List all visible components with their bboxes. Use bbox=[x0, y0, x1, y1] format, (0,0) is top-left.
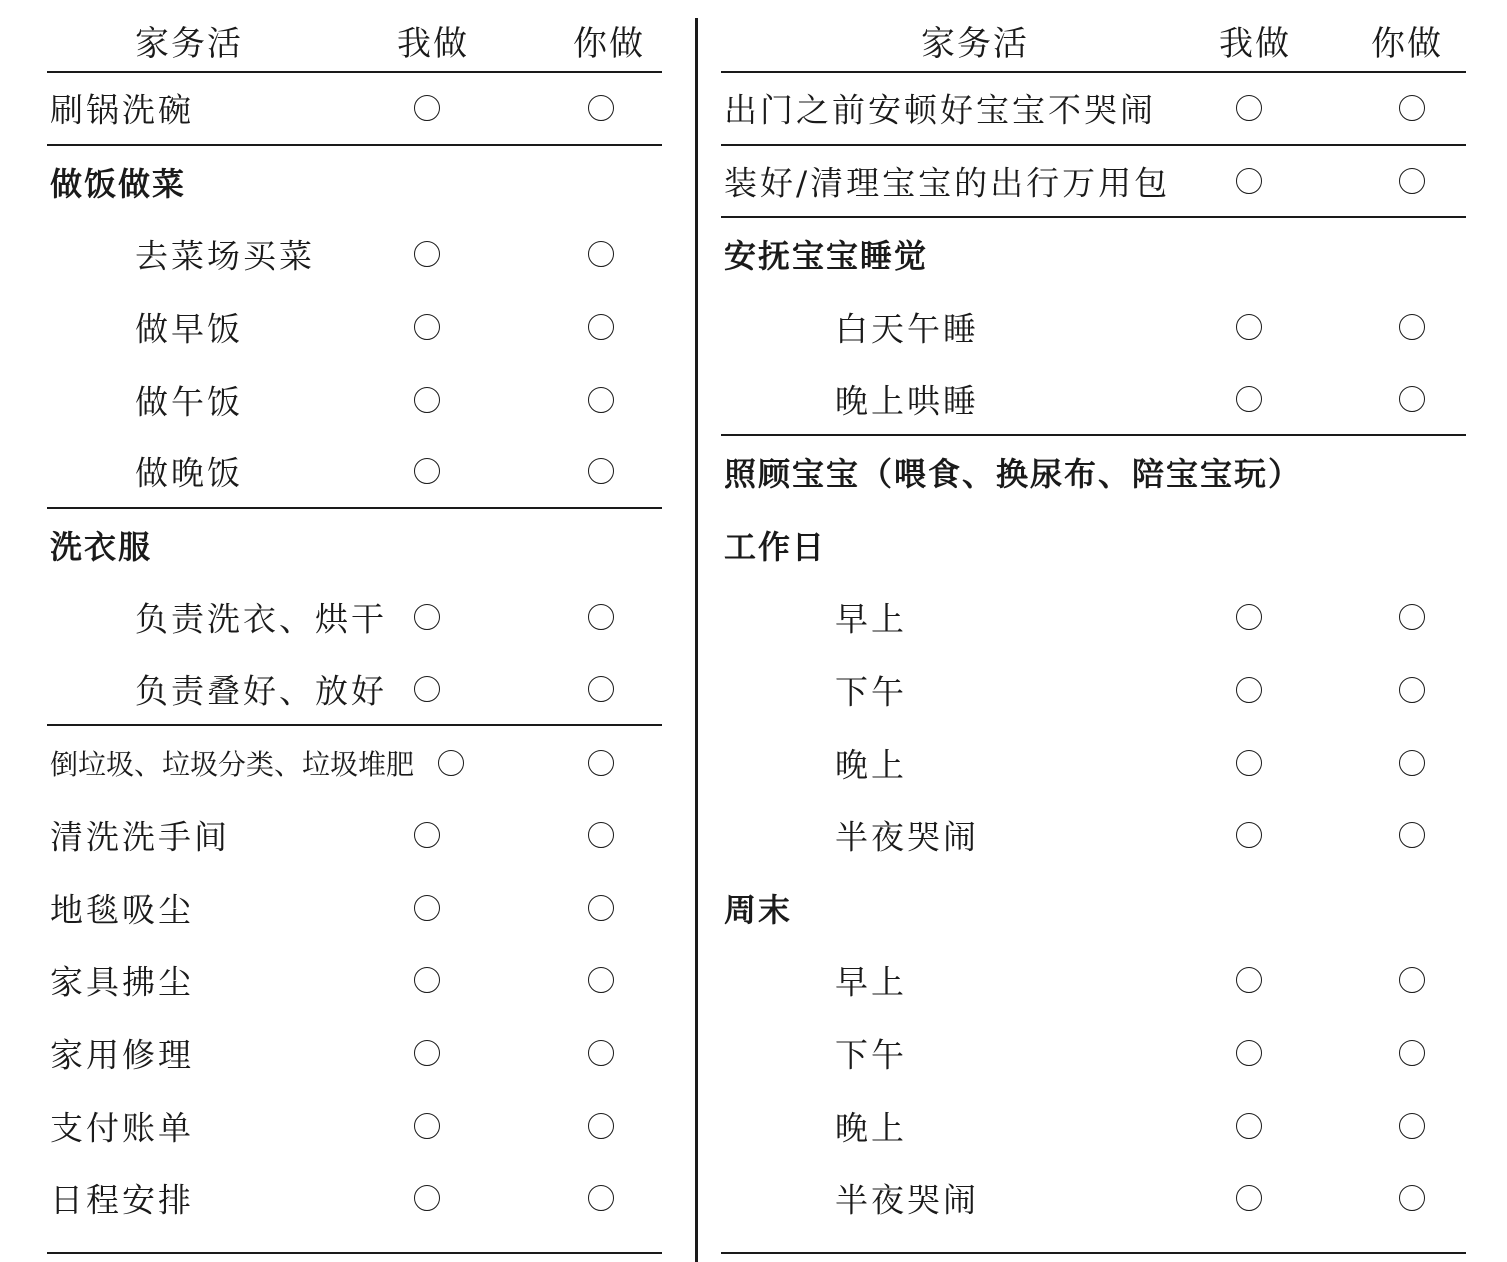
me-radio[interactable] bbox=[414, 314, 440, 340]
chore-row bbox=[47, 436, 662, 509]
chore-row bbox=[721, 73, 1466, 146]
category-row bbox=[47, 146, 662, 219]
chore-row bbox=[47, 726, 662, 799]
left-chore-table bbox=[47, 0, 662, 1254]
chore-row bbox=[47, 1162, 662, 1235]
chore-label: 半夜哭闹 bbox=[835, 1180, 979, 1220]
category-row bbox=[721, 436, 1466, 509]
chore-label: 装好/清理宝宝的出行万用包 bbox=[724, 163, 1171, 203]
you-radio[interactable] bbox=[588, 387, 614, 413]
chore-row bbox=[721, 363, 1466, 436]
chore-label: 倒垃圾、垃圾分类、垃圾堆肥 bbox=[50, 747, 415, 781]
me-radio[interactable] bbox=[1236, 386, 1262, 412]
right-bottom-rule bbox=[721, 1252, 1466, 1254]
right-rows bbox=[721, 73, 1466, 1235]
chore-label: 下午 bbox=[835, 1035, 907, 1075]
chore-label: 早上 bbox=[835, 962, 907, 1002]
chore-label: 白天午睡 bbox=[835, 309, 979, 349]
chore-row bbox=[47, 654, 662, 727]
me-radio[interactable] bbox=[414, 458, 440, 484]
me-radio[interactable] bbox=[1236, 1185, 1262, 1211]
me-radio[interactable] bbox=[1236, 1113, 1262, 1139]
left-bottom-rule bbox=[47, 1252, 662, 1254]
you-radio[interactable] bbox=[1399, 822, 1425, 848]
you-radio[interactable] bbox=[588, 458, 614, 484]
chore-row bbox=[721, 654, 1466, 727]
chore-label: 支付账单 bbox=[50, 1108, 194, 1148]
me-radio[interactable] bbox=[1236, 1040, 1262, 1066]
category-row bbox=[721, 218, 1466, 291]
category-row bbox=[721, 872, 1466, 945]
header-you: 你做 bbox=[573, 24, 645, 64]
you-radio[interactable] bbox=[1399, 1113, 1425, 1139]
chore-label: 晚上哄睡 bbox=[835, 381, 979, 421]
you-radio[interactable] bbox=[588, 967, 614, 993]
chore-label: 晚上 bbox=[835, 745, 907, 785]
you-radio[interactable] bbox=[1399, 95, 1425, 121]
chore-label: 早上 bbox=[835, 599, 907, 639]
you-radio[interactable] bbox=[1399, 967, 1425, 993]
chore-label: 清洗洗手间 bbox=[50, 817, 230, 857]
me-radio[interactable] bbox=[438, 750, 464, 776]
me-radio[interactable] bbox=[1236, 822, 1262, 848]
me-radio[interactable] bbox=[414, 95, 440, 121]
chore-row bbox=[721, 146, 1466, 219]
me-radio[interactable] bbox=[414, 967, 440, 993]
category-heading: 洗衣服 bbox=[50, 527, 153, 566]
you-radio[interactable] bbox=[1399, 314, 1425, 340]
chore-row bbox=[721, 1162, 1466, 1235]
me-radio[interactable] bbox=[1236, 677, 1262, 703]
you-radio[interactable] bbox=[588, 241, 614, 267]
chore-label: 做早饭 bbox=[135, 309, 243, 349]
you-radio[interactable] bbox=[588, 314, 614, 340]
header-me: 我做 bbox=[1219, 24, 1291, 64]
header-chore: 家务活 bbox=[135, 24, 243, 64]
chore-label: 刷锅洗碗 bbox=[50, 90, 194, 130]
you-radio[interactable] bbox=[1399, 1040, 1425, 1066]
header-chore: 家务活 bbox=[921, 24, 1029, 64]
left-rows bbox=[47, 73, 662, 1235]
chore-row bbox=[47, 291, 662, 364]
chore-row bbox=[47, 944, 662, 1017]
me-radio[interactable] bbox=[1236, 168, 1262, 194]
chore-row bbox=[721, 944, 1466, 1017]
chore-label: 负责洗衣、烘干 bbox=[135, 599, 387, 639]
chore-row bbox=[47, 872, 662, 945]
chore-label: 做午饭 bbox=[135, 382, 243, 422]
me-radio[interactable] bbox=[1236, 604, 1262, 630]
header-me: 我做 bbox=[397, 24, 469, 64]
category-heading: 工作日 bbox=[724, 527, 827, 566]
chore-row bbox=[47, 1089, 662, 1162]
category-heading: 安抚宝宝睡觉 bbox=[724, 237, 929, 276]
chore-label: 做晚饭 bbox=[135, 453, 243, 493]
chore-label: 家用修理 bbox=[50, 1035, 194, 1075]
you-radio[interactable] bbox=[588, 750, 614, 776]
me-radio[interactable] bbox=[1236, 314, 1262, 340]
category-row bbox=[47, 509, 662, 582]
chore-row bbox=[721, 726, 1466, 799]
chore-row bbox=[721, 799, 1466, 872]
column-divider bbox=[695, 18, 698, 1262]
chore-row bbox=[47, 581, 662, 654]
chore-label: 家具拂尘 bbox=[50, 962, 194, 1002]
you-radio[interactable] bbox=[1399, 1185, 1425, 1211]
chore-label: 下午 bbox=[835, 672, 907, 712]
you-radio[interactable] bbox=[588, 822, 614, 848]
right-table-header bbox=[721, 0, 1466, 73]
chore-label: 日程安排 bbox=[50, 1180, 194, 1220]
chore-row bbox=[47, 73, 662, 146]
me-radio[interactable] bbox=[414, 1113, 440, 1139]
me-radio[interactable] bbox=[414, 822, 440, 848]
you-radio[interactable] bbox=[588, 1185, 614, 1211]
right-chore-table bbox=[721, 0, 1466, 1254]
you-radio[interactable] bbox=[1399, 386, 1425, 412]
me-radio[interactable] bbox=[414, 387, 440, 413]
chore-row bbox=[47, 363, 662, 436]
you-radio[interactable] bbox=[588, 604, 614, 630]
you-radio[interactable] bbox=[588, 676, 614, 702]
you-radio[interactable] bbox=[1399, 168, 1425, 194]
me-radio[interactable] bbox=[414, 895, 440, 921]
me-radio[interactable] bbox=[414, 604, 440, 630]
me-radio[interactable] bbox=[1236, 750, 1262, 776]
category-row bbox=[721, 509, 1466, 582]
chore-row bbox=[721, 291, 1466, 364]
you-radio[interactable] bbox=[1399, 604, 1425, 630]
chore-row bbox=[721, 1017, 1466, 1090]
chore-row bbox=[47, 218, 662, 291]
me-radio[interactable] bbox=[414, 1185, 440, 1211]
chore-label: 出门之前安顿好宝宝不哭闹 bbox=[724, 90, 1156, 130]
chore-row bbox=[47, 1017, 662, 1090]
chore-row bbox=[721, 1089, 1466, 1162]
left-table-header bbox=[47, 0, 662, 73]
chore-row bbox=[47, 799, 662, 872]
category-heading: 周末 bbox=[724, 890, 793, 929]
me-radio[interactable] bbox=[1236, 967, 1262, 993]
chore-label: 去菜场买菜 bbox=[135, 236, 315, 276]
you-radio[interactable] bbox=[588, 1040, 614, 1066]
category-heading: 做饭做菜 bbox=[50, 164, 187, 203]
chore-row bbox=[721, 581, 1466, 654]
me-radio[interactable] bbox=[414, 676, 440, 702]
you-radio[interactable] bbox=[588, 1113, 614, 1139]
me-radio[interactable] bbox=[1236, 95, 1262, 121]
chore-label: 负责叠好、放好 bbox=[135, 671, 387, 711]
you-radio[interactable] bbox=[588, 95, 614, 121]
you-radio[interactable] bbox=[1399, 750, 1425, 776]
chore-label: 晚上 bbox=[835, 1108, 907, 1148]
chore-label: 半夜哭闹 bbox=[835, 817, 979, 857]
category-heading: 照顾宝宝（喂食、换尿布、陪宝宝玩） bbox=[724, 455, 1303, 494]
you-radio[interactable] bbox=[1399, 677, 1425, 703]
me-radio[interactable] bbox=[414, 241, 440, 267]
header-you: 你做 bbox=[1371, 24, 1443, 64]
chore-label: 地毯吸尘 bbox=[50, 890, 194, 930]
you-radio[interactable] bbox=[588, 895, 614, 921]
me-radio[interactable] bbox=[414, 1040, 440, 1066]
